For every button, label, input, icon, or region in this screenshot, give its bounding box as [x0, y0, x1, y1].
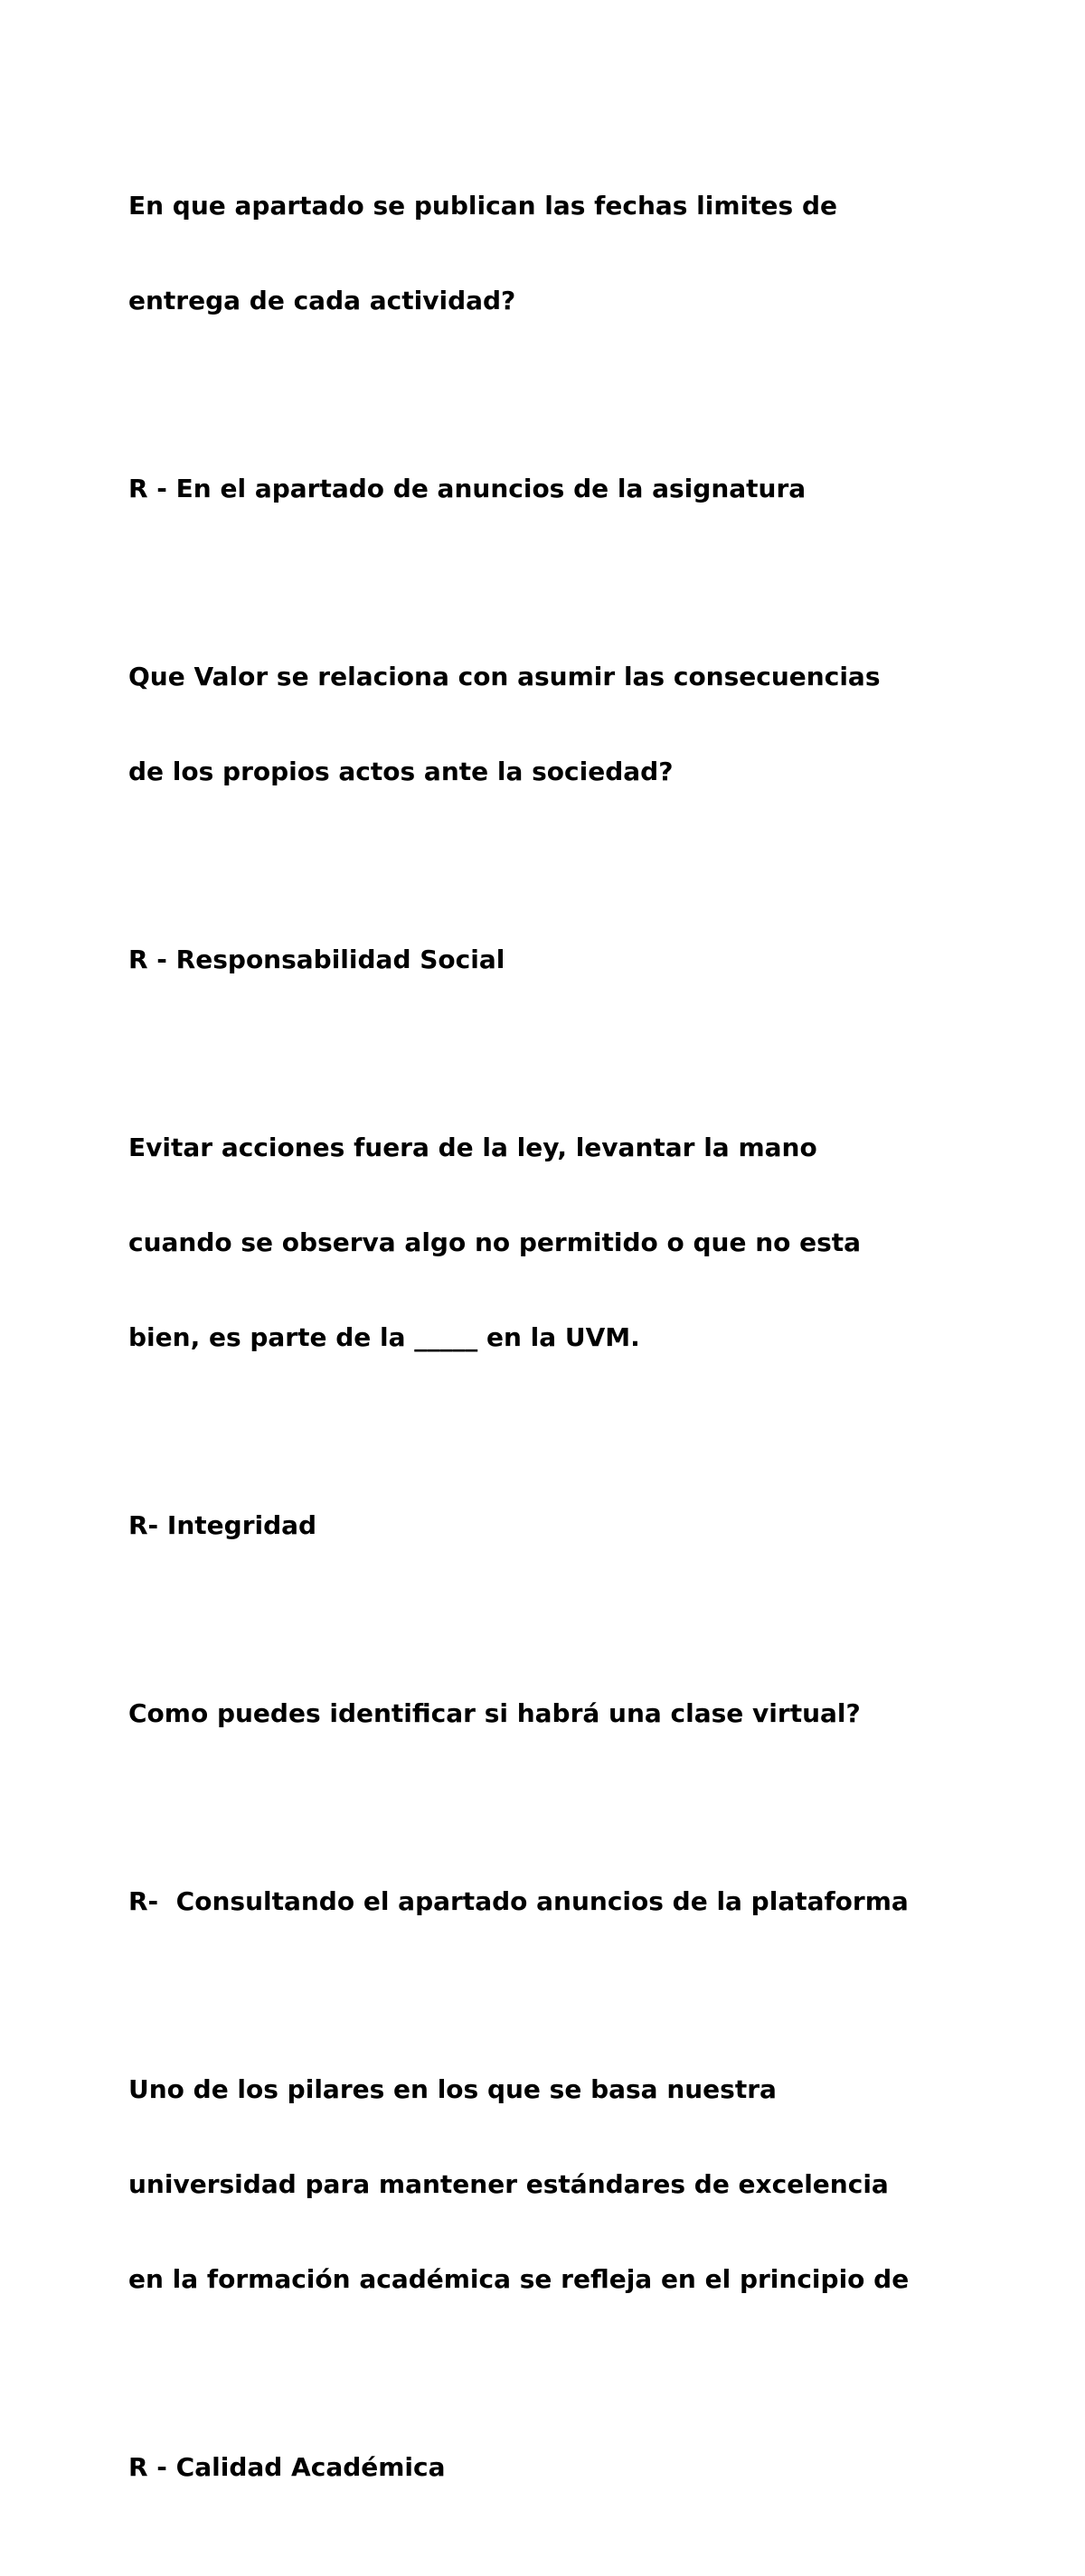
answer-2: [128, 880, 1042, 1039]
answer-3: [128, 1446, 1042, 1604]
question-3-line-1: Evitar acciones fuera de la ley, levantar la mano: [128, 1133, 817, 1162]
answer-4-line-1: R- Consultando el apartado anuncios de la plataforma: [128, 1886, 909, 1916]
question-2: [128, 597, 1042, 851]
document-body: [128, 127, 1042, 2576]
answer-1-line-1: R - En el apartado de anuncios de la asignatura: [128, 474, 807, 503]
answer-1: [128, 409, 1042, 568]
question-1: [128, 127, 1042, 380]
question-5-line-3: en la formación académica se refleja en el principio de: [128, 2264, 910, 2294]
question-2-line-1: Que Valor se relaciona con asumir las consecuencias: [128, 662, 881, 691]
question-2-line-2: de los propios actos ante la sociedad?: [128, 757, 674, 786]
question-3-line-2: cuando se observa algo no permitido o que no esta: [128, 1227, 862, 1257]
question-5-line-1: Uno de los pilares en los que se basa nuestra: [128, 2074, 777, 2104]
question-5-line-2: universidad para mantener estándares de excelencia: [128, 2169, 889, 2199]
answer-5-line-1: R - Calidad Académica: [128, 2452, 446, 2482]
answer-4: [128, 1822, 1042, 1980]
question-4: [128, 1634, 1042, 1792]
answer-5: [128, 2388, 1042, 2546]
question-1-line-2: entrega de cada actividad?: [128, 286, 516, 315]
question-3: [128, 1068, 1042, 1416]
question-3-line-3: bien, es parte de la _____ en la UVM.: [128, 1322, 640, 1352]
question-1-line-1: En que apartado se publican las fechas limites de: [128, 191, 837, 221]
question-4-line-1: Como puedes identificar si habrá una clase virtual?: [128, 1698, 861, 1728]
answer-2-line-1: R - Responsabilidad Social: [128, 945, 505, 974]
answer-3-line-1: R- Integridad: [128, 1510, 317, 1540]
question-5: [128, 2010, 1042, 2358]
